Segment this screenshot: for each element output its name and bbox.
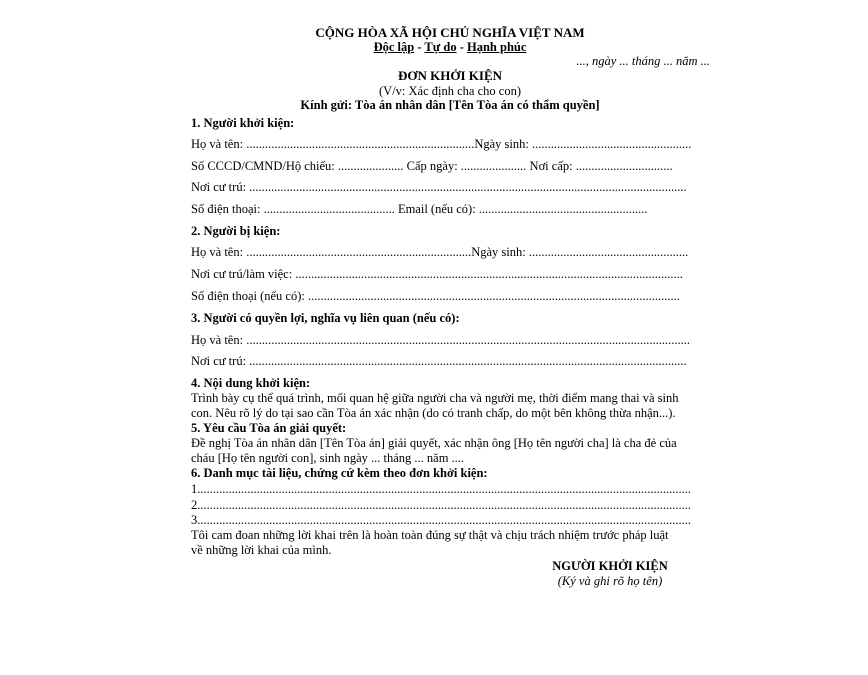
claim-content-line-1: Trình bày cụ thể quá trình, mối quan hệ giữa người cha và người mẹ, thời điểm mang thai và sinh [191, 391, 679, 405]
section-2-heading: 2. Người bị kiện: [191, 224, 281, 238]
section-1-heading: 1. Người khởi kiện: [191, 116, 295, 130]
defendant-phone-line: Số điện thoại (nếu có): ....................................................................................................................... [191, 289, 680, 303]
motto-sep-1: - [414, 40, 425, 54]
related-party-residence-line: Nơi cư trú: ............................................................................................................................................ [191, 354, 687, 368]
motto-part-3: Hạnh phúc [467, 40, 527, 54]
section-4-heading: 4. Nội dung khởi kiện: [191, 376, 311, 390]
motto-part-1: Độc lập [373, 40, 415, 54]
pledge-line-1: Tôi cam đoan những lời khai trên là hoàn toàn đúng sự thật và chịu trách nhiệm trước pháp luật [191, 528, 669, 542]
plaintiff-id-line: Số CCCD/CMND/Hộ chiếu: ..................... Cấp ngày: ..................... Nơi cấp: ............................... [191, 159, 673, 173]
country-name: CỘNG HÒA XÃ HỘI CHỦ NGHĨA VIỆT NAM [315, 25, 585, 40]
plaintiff-residence-line: Nơi cư trú: ............................................................................................................................................ [191, 180, 687, 194]
motto-part-2: Tự do [424, 40, 457, 54]
defendant-residence-line: Nơi cư trú/làm việc: ............................................................................................................................ [191, 267, 683, 281]
national-motto [230, 40, 670, 55]
court-request-line-1: Đề nghị Tòa án nhân dân [Tên Tòa án] giải quyết, xác nhận ông [Họ tên người cha] là cha đẻ của [191, 436, 677, 450]
evidence-item-2: 2.............................................................................................................................................................. [191, 498, 691, 512]
document-title: ĐƠN KHỞI KIỆN [397, 68, 502, 83]
defendant-name-line: Họ và tên: ........................................................................Ngày sinh: ................................................... [191, 245, 689, 259]
plaintiff-name-line: Họ và tên: .........................................................................Ngày sinh: ................................................... [191, 137, 692, 151]
date-line: ..., ngày ... tháng ... năm ... [576, 54, 710, 68]
signature-note: (Ký và ghi rõ họ tên) [557, 574, 663, 588]
addressee: Kính gửi: Tòa án nhân dân [Tên Tòa án có thẩm quyền] [300, 98, 600, 112]
signature-title: NGƯỜI KHỞI KIỆN [552, 559, 668, 573]
pledge-line-2: về những lời khai của mình. [191, 543, 332, 557]
evidence-item-1: 1.............................................................................................................................................................. [191, 482, 691, 496]
plaintiff-contact-line: Số điện thoại: .......................................... Email (nếu có): ...................................................... [191, 202, 648, 216]
court-request-line-2: cháu [Họ tên người con], sinh ngày ... tháng ... năm .... [191, 451, 465, 465]
claim-content-line-2: con. Nêu rõ lý do tại sao cần Tòa án xác nhận (do có tranh chấp, do một bên không thừa nhận...). [191, 406, 676, 420]
document-subject: (V/v: Xác định cha cho con) [379, 84, 521, 98]
section-6-heading: 6. Danh mục tài liệu, chứng cứ kèm theo đơn khởi kiện: [191, 466, 488, 480]
related-party-name-line: Họ và tên: .............................................................................................................................................. [191, 333, 690, 347]
motto-sep-2: - [456, 40, 467, 54]
section-3-heading: 3. Người có quyền lợi, nghĩa vụ liên quan (nếu có): [191, 311, 460, 325]
section-5-heading: 5. Yêu cầu Tòa án giải quyết: [191, 421, 347, 435]
evidence-item-3: 3.............................................................................................................................................................. [191, 513, 691, 527]
